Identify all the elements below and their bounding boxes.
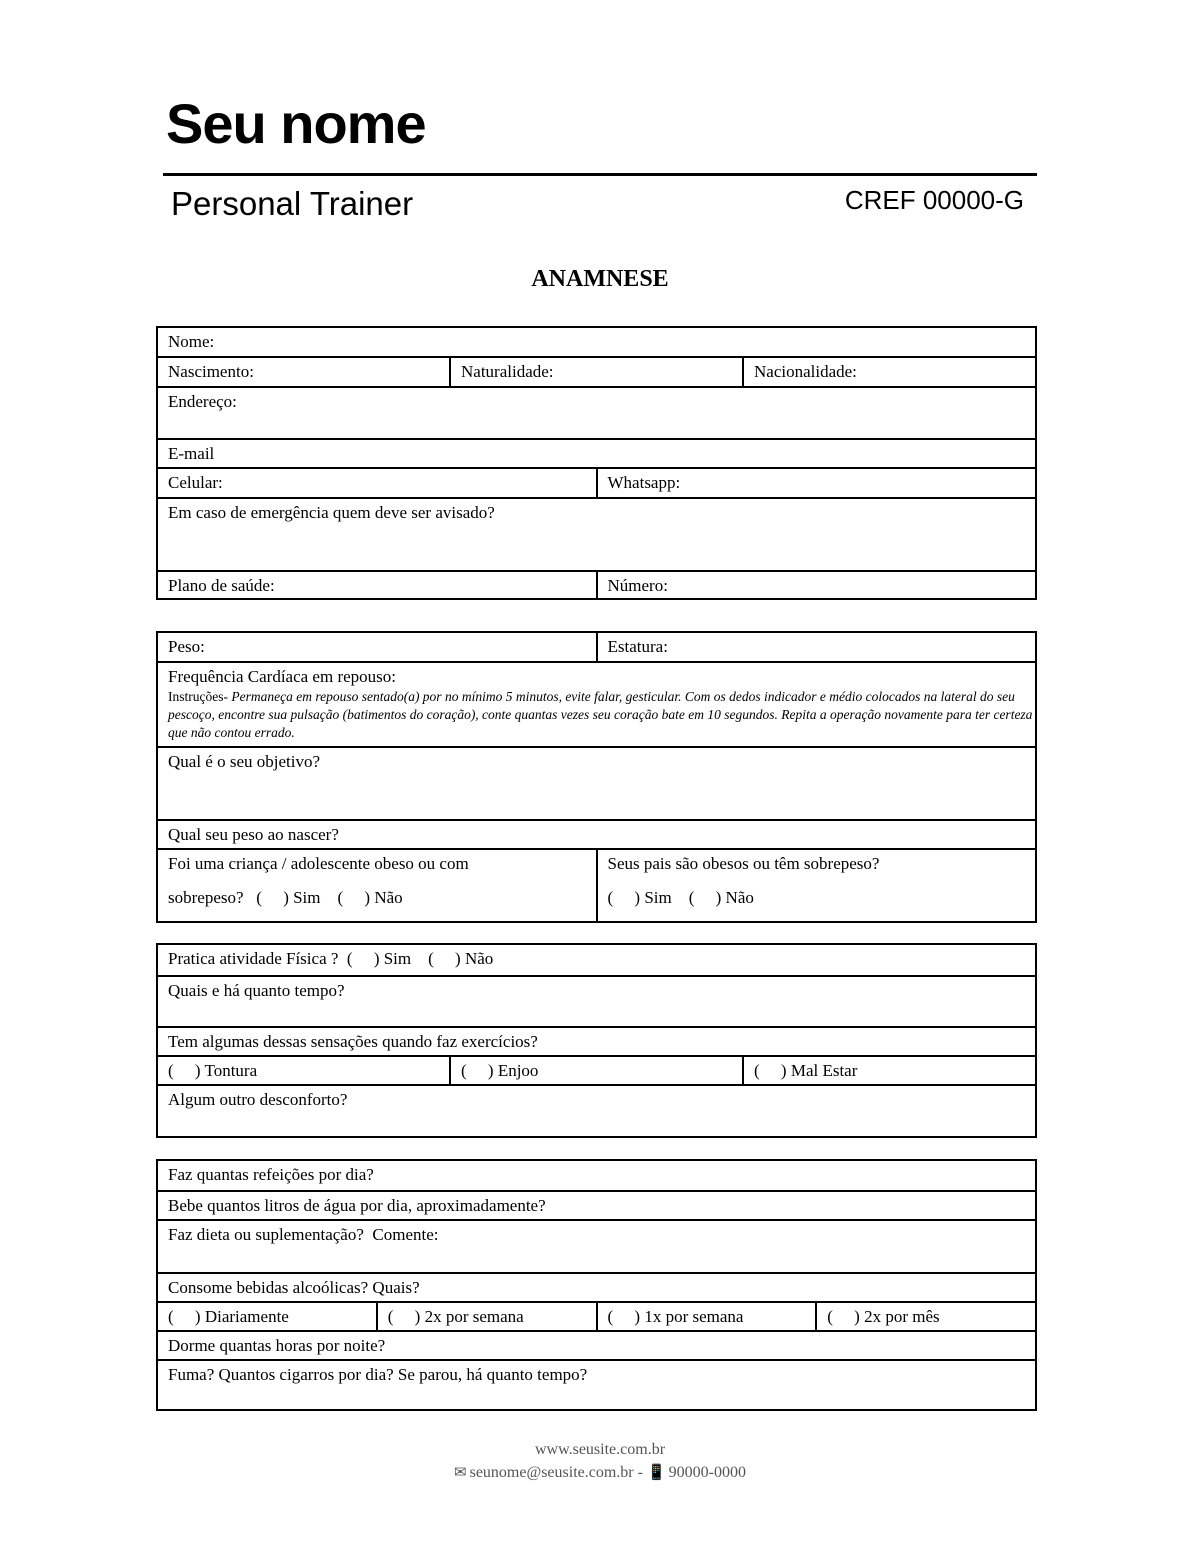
- field-celular[interactable]: Celular:: [168, 473, 223, 492]
- field-quais-tempo[interactable]: Quais e há quanto tempo?: [168, 981, 345, 1000]
- field-peso[interactable]: Peso:: [168, 637, 205, 656]
- option-diariamente[interactable]: ( ) Diariamente: [168, 1307, 289, 1326]
- instructions-label: Instruções-: [168, 689, 228, 704]
- habits-section: [156, 1159, 1037, 1411]
- field-objetivo[interactable]: Qual é o seu objetivo?: [168, 752, 321, 771]
- field-nascimento[interactable]: Nascimento:: [168, 362, 254, 381]
- trainer-name: Seu nome: [166, 92, 426, 155]
- frequencia-instructions: [168, 688, 1035, 742]
- field-crianca-obesa[interactable]: [158, 850, 596, 921]
- field-frequencia-cardiaca[interactable]: [158, 663, 1035, 746]
- field-sensacoes[interactable]: Tem algumas dessas sensações quando faz exercícios?: [168, 1032, 538, 1051]
- cref-number: CREF 00000-G: [844, 185, 1024, 215]
- footer-separator: -: [633, 1464, 647, 1481]
- field-pratica-atividade[interactable]: Pratica atividade Física ? ( ) Sim ( ) Não: [168, 949, 494, 968]
- pais-obesos-options: ( ) Sim ( ) Não: [607, 888, 754, 907]
- field-desconforto[interactable]: Algum outro desconforto?: [168, 1090, 348, 1109]
- field-estatura[interactable]: Estatura:: [596, 633, 1036, 661]
- field-nacionalidade[interactable]: Nacionalidade:: [742, 358, 1035, 386]
- instructions-text: Permaneça em repouso sentado(a) por no mínimo 5 minutos, evite falar, gesticular. Com os dedos indicador e médio colocados na lateral do seu pescoço, encontre sua pulsação (batimentos do coração), conte quantas vezes seu coração bate em 10 segundos. Repita a operação novamente para ter certeza que não contou errado.: [168, 689, 1033, 740]
- crianca-obesa-question: Foi uma criança / adolescente obeso ou com: [168, 854, 469, 873]
- field-whatsapp[interactable]: Whatsapp:: [596, 469, 1036, 497]
- field-pais-obesos[interactable]: [596, 850, 1036, 921]
- document-title: ANAMNESE: [531, 266, 669, 292]
- field-dieta[interactable]: Faz dieta ou suplementação? Comente:: [168, 1225, 439, 1244]
- field-refeicoes[interactable]: Faz quantas refeições por dia?: [168, 1165, 374, 1184]
- footer-email[interactable]: seunome@seusite.com.br: [469, 1464, 634, 1481]
- header-divider: [163, 173, 1037, 176]
- footer-phone[interactable]: 90000-0000: [668, 1464, 746, 1481]
- trainer-role: Personal Trainer: [171, 185, 414, 222]
- option-mal-estar[interactable]: ( ) Mal Estar: [742, 1057, 1035, 1084]
- field-emergencia[interactable]: Em caso de emergência quem deve ser avisado?: [168, 503, 495, 522]
- health-section: [156, 631, 1037, 923]
- field-alcool[interactable]: Consome bebidas alcoólicas? Quais?: [168, 1278, 420, 1297]
- field-peso-nascer[interactable]: Qual seu peso ao nascer?: [168, 825, 339, 844]
- activity-section: [156, 943, 1037, 1138]
- field-naturalidade[interactable]: Naturalidade:: [449, 358, 742, 386]
- field-agua[interactable]: Bebe quantos litros de água por dia, aproximadamente?: [168, 1196, 546, 1215]
- field-fuma[interactable]: Fuma? Quantos cigarros por dia? Se parou, há quanto tempo?: [168, 1365, 588, 1384]
- footer-contact: [0, 1463, 1200, 1482]
- option-tontura[interactable]: ( ) Tontura: [168, 1061, 258, 1080]
- frequencia-label: Frequência Cardíaca em repouso:: [168, 667, 396, 686]
- envelope-icon: ✉: [454, 1465, 467, 1481]
- option-2x-semana[interactable]: ( ) 2x por semana: [376, 1303, 596, 1330]
- option-enjoo[interactable]: ( ) Enjoo: [449, 1057, 742, 1084]
- option-2x-mes[interactable]: ( ) 2x por mês: [815, 1303, 1035, 1330]
- mobile-phone-icon: 📱: [646, 1465, 666, 1481]
- field-numero[interactable]: Número:: [596, 572, 1036, 598]
- personal-data-section: [156, 326, 1037, 600]
- field-sono[interactable]: Dorme quantas horas por noite?: [168, 1336, 386, 1355]
- option-1x-semana[interactable]: ( ) 1x por semana: [596, 1303, 816, 1330]
- pais-obesos-question: Seus pais são obesos ou têm sobrepeso?: [607, 854, 880, 873]
- crianca-obesa-options: sobrepeso? ( ) Sim ( ) Não: [168, 888, 403, 907]
- footer-site[interactable]: www.seusite.com.br: [534, 1441, 666, 1458]
- field-nome[interactable]: Nome:: [168, 332, 215, 351]
- field-endereco[interactable]: Endereço:: [168, 392, 237, 411]
- field-plano-saude[interactable]: Plano de saúde:: [168, 576, 275, 595]
- field-email[interactable]: E-mail: [168, 444, 215, 463]
